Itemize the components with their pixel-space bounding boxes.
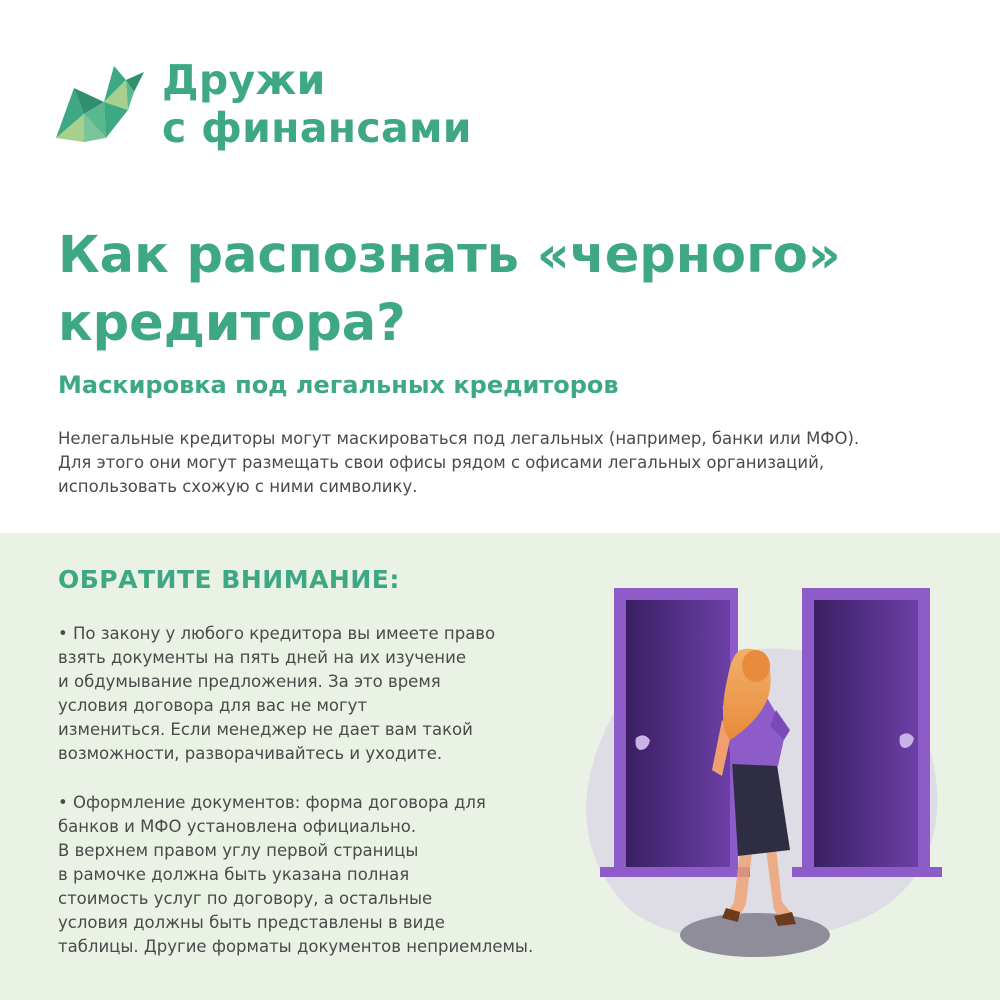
bullet-line: банков и МФО установлена официально. xyxy=(58,817,417,836)
bullet-line: условия договора для вас не могут xyxy=(58,696,368,715)
bullet-line: условия должны быть представлены в виде xyxy=(58,913,445,932)
attention-bullets xyxy=(58,622,588,959)
bullet-item xyxy=(58,622,588,766)
logo-line-2: с финансами xyxy=(162,104,472,152)
door-right-icon xyxy=(792,588,942,877)
intro-line: использовать схожую с ними символику. xyxy=(58,477,418,496)
page-title xyxy=(58,222,958,358)
bullet-line: В верхнем правом углу первой страницы xyxy=(58,841,419,860)
bullet-line: • По закону у любого кредитора вы имеете право xyxy=(58,624,496,643)
bullet-line: и обдумывание предложения. За это время xyxy=(58,672,441,691)
doors-illustration xyxy=(570,580,950,960)
intro-paragraph xyxy=(58,427,958,499)
attention-heading: ОБРАТИТЕ ВНИМАНИЕ: xyxy=(58,565,400,594)
title-line-1: Как распознать «черного» xyxy=(58,226,841,285)
bullet-line: возможности, разворачивайтесь и уходите. xyxy=(58,744,443,763)
logo-wordmark xyxy=(162,56,472,152)
intro-line: Нелегальные кредиторы могут маскироваться под легальных (например, банки или МФО). xyxy=(58,429,860,448)
bullet-line: в рамочке должна быть указана полная xyxy=(58,865,410,884)
page-subtitle: Маскировка под легальных кредиторов xyxy=(58,371,619,399)
bullet-line: • Оформление документов: форма договора для xyxy=(58,793,486,812)
origami-dog-logo-icon xyxy=(54,62,146,142)
bullet-line: таблицы. Другие форматы документов неприемлемы. xyxy=(58,937,534,956)
bullet-line: взять документы на пять дней на их изучение xyxy=(58,648,466,667)
title-line-2: кредитора? xyxy=(58,294,406,353)
logo-line-1: Дружи xyxy=(162,56,326,104)
bullet-line: измениться. Если менеджер не дает вам такой xyxy=(58,720,473,739)
bullet-line: стоимость услуг по договору, а остальные xyxy=(58,889,433,908)
intro-line: Для этого они могут размещать свои офисы рядом с офисами легальных организаций, xyxy=(58,453,825,472)
bullet-item xyxy=(58,791,588,959)
